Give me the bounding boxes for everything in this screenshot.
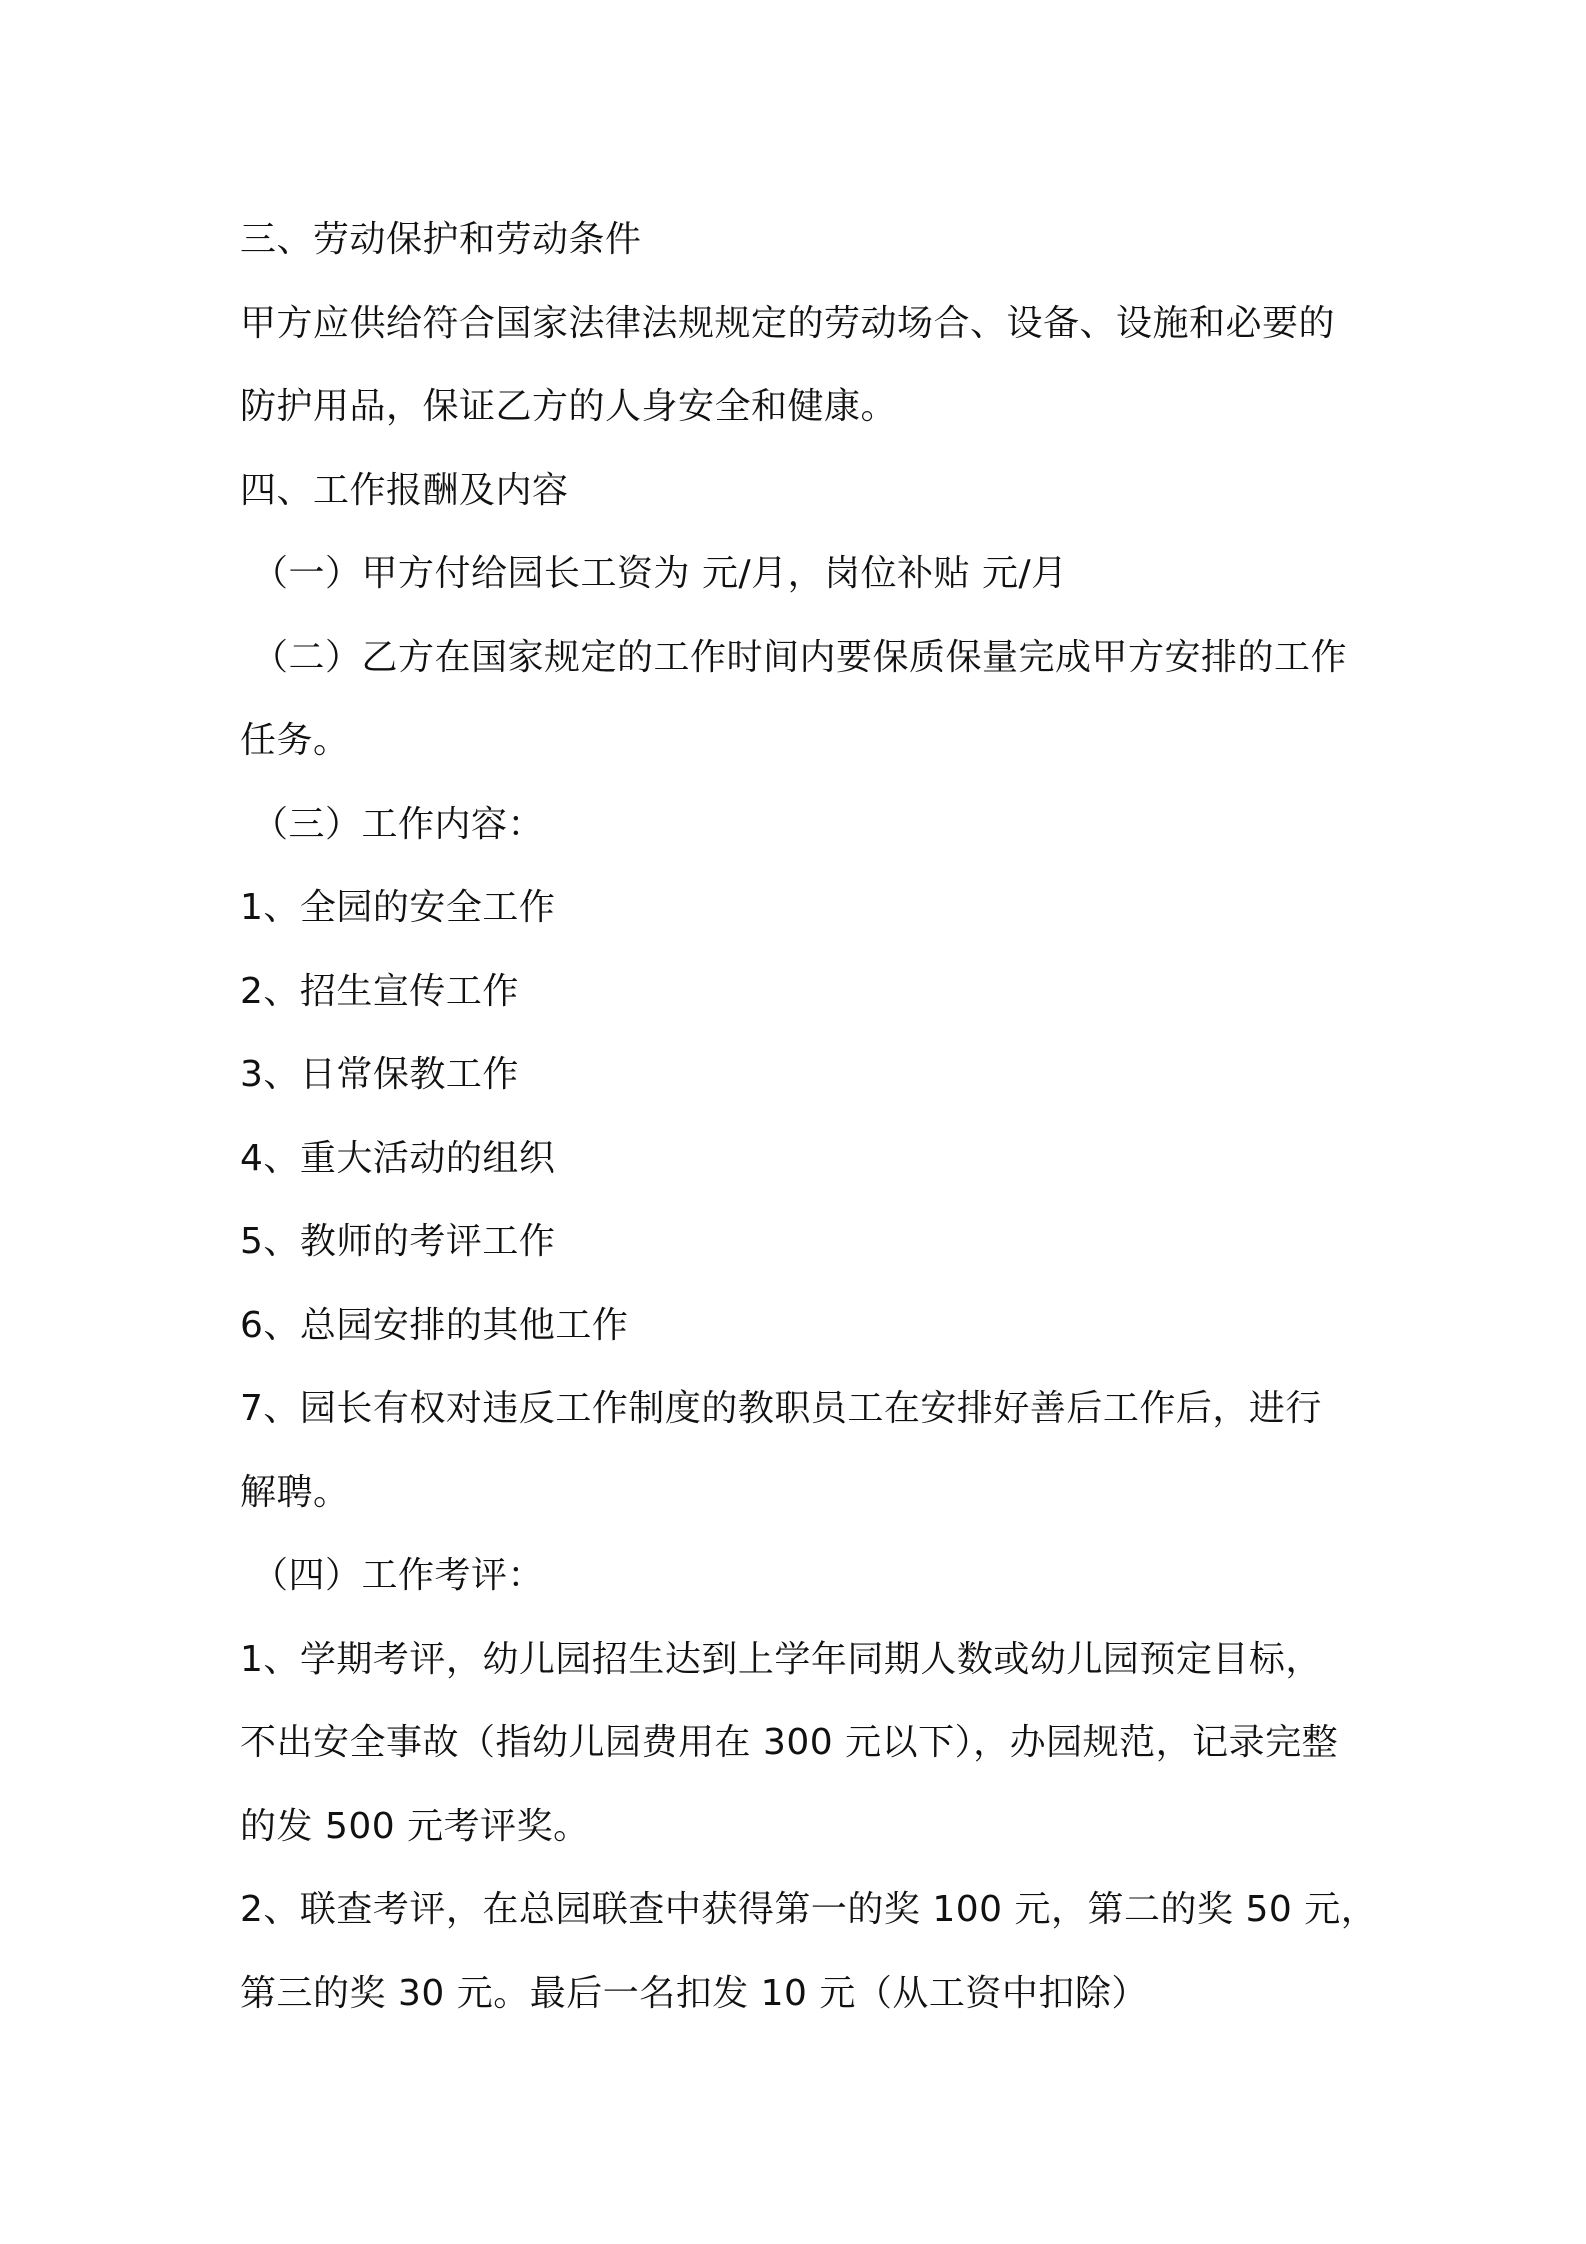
subsection-salary: （一）甲方付给园长工资为 元/月，岗位补贴 元/月 — [252, 553, 1068, 594]
list-item: 4、重大活动的组织 — [240, 1137, 556, 1179]
paragraph-line: 不出安全事故（指幼儿园费用在 300 元以下），办园规范，记录完整 — [240, 1722, 1339, 1763]
list-item: 3、日常保教工作 — [240, 1054, 519, 1095]
paragraph-line: 甲方应供给符合国家法律法规规定的劳动场合、设备、设施和必要的 — [240, 302, 1336, 344]
subsection-work-time: （二）乙方在国家规定的工作时间内要保质保量完成甲方安排的工作 — [252, 636, 1348, 678]
paragraph-line: 解聘。 — [240, 1471, 350, 1513]
subsection-work-content: （三）工作内容： — [252, 803, 545, 845]
paragraph-line: 的发 500 元考评奖。 — [240, 1805, 590, 1847]
list-item: 6、总园安排的其他工作 — [240, 1304, 629, 1346]
list-item: 2、联查考评，在总园联查中获得第一的奖 100 元，第二的奖 50 元， — [240, 1889, 1378, 1930]
paragraph-line: 防护用品，保证乙方的人身安全和健康。 — [240, 386, 898, 427]
section-heading-compensation: 四、工作报酬及内容 — [240, 469, 569, 511]
paragraph-line: 任务。 — [240, 720, 350, 761]
list-item: 1、学期考评，幼儿园招生达到上学年同期人数或幼儿园预定目标， — [240, 1638, 1322, 1680]
subsection-evaluation: （四）工作考评： — [252, 1555, 545, 1596]
list-item: 1、全园的安全工作 — [240, 887, 556, 928]
list-item: 5、教师的考评工作 — [240, 1221, 556, 1262]
document-body — [240, 198, 1378, 2035]
section-heading-labor-protection: 三、劳动保护和劳动条件 — [240, 219, 642, 260]
list-item: 2、招生宣传工作 — [240, 970, 519, 1012]
list-item: 7、园长有权对违反工作制度的教职员工在安排好善后工作后，进行 — [240, 1388, 1322, 1429]
paragraph-line: 第三的奖 30 元。最后一名扣发 10 元（从工资中扣除） — [240, 1972, 1148, 2014]
